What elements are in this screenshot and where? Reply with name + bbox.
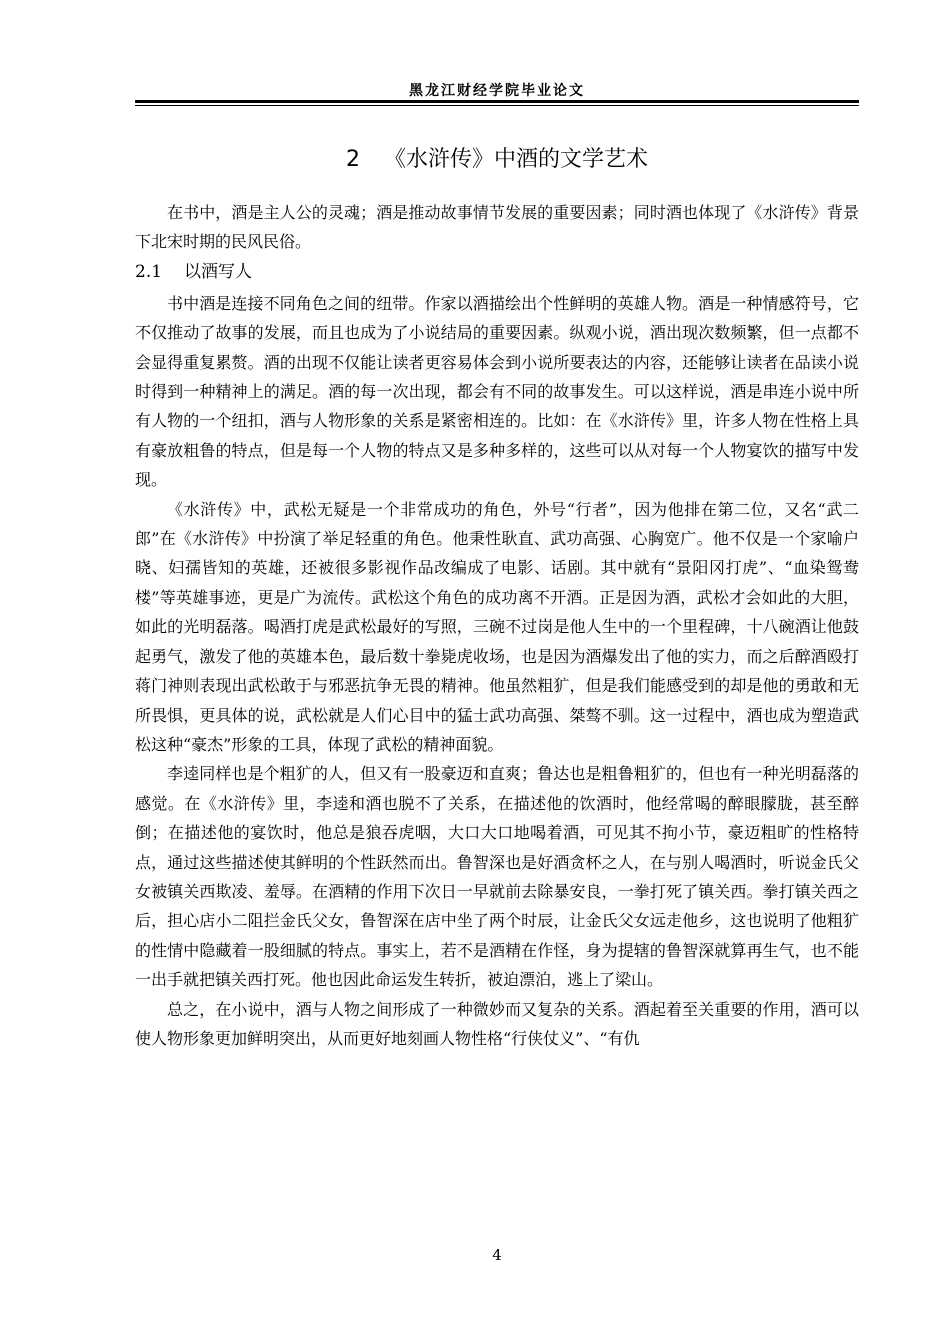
body-paragraph: 李逵同样也是个粗犷的人，但又有一股豪迈和直爽；鲁达也是粗鲁粗犷的，但也有一种光明磊落的感觉。在《水浒传》里，李逵和酒也脱不了关系，在描述他的饮酒时，他经常喝的醉眼朦胧，甚至醉倒；在描述他的宴饮时，他总是狼吞虎咽，大口大口地喝着酒，可见其不拘小节，豪迈粗旷的性格特点，通过这些描述使其鲜明的个性跃然而出。鲁智深也是好酒贪杯之人，在与别人喝酒时，听说金氏父女被镇关西欺凌、羞辱。在酒精的作用下次日一早就前去除暴安良，一拳打死了镇关西。拳打镇关西之后，担心店小二阻拦金氏父女，鲁智深在店中坐了两个时辰，让金氏父女远走他乡，这也说明了他粗犷的性情中隐藏着一股细腻的特点。事实上，若不是酒精在作怪，身为提辖的鲁智深就算再生气，也不能一出手就把镇关西打死。他也因此命运发生转折，被迫漂泊，逃上了梁山。 [135, 764, 859, 990]
section-title: 以酒写人 [184, 261, 253, 282]
section-heading [135, 258, 859, 287]
page-body [135, 198, 859, 1053]
header-rule-thin [135, 105, 859, 106]
chapter-number: 2 [345, 147, 360, 172]
body-paragraph: 书中酒是连接不同角色之间的纽带。作家以酒描绘出个性鲜明的英雄人物。酒是一种情感符号，它不仅推动了故事的发展，而且也成为了小说结局的重要因素。纵观小说，酒出现次数频繁，但一点都不会显得重复累赘。酒的出现不仅能让读者更容易体会到小说所要表达的内容，还能够让读者在品读小说时得到一种精神上的满足。酒的每一次出现，都会有不同的故事发生。可以这样说，酒是串连小说中所有人物的一个纽扣，酒与人物形象的关系是紧密相连的。比如：在《水浒传》里，许多人物在性格上具有豪放粗鲁的特点，但是每一个人物的特点又是多种多样的，这些可以从对每一个人物宴饮的描写中发现。 [135, 293, 859, 490]
intro-paragraph: 在书中，酒是主人公的灵魂；酒是推动故事情节发展的重要因素；同时酒也体现了《水浒传》背景下北宋时期的民风民俗。 [135, 203, 859, 252]
body-paragraph: 《水浒传》中，武松无疑是一个非常成功的角色，外号“行者”，因为他排在第二位，又名“武二郎”在《水浒传》中扮演了举足轻重的角色。他秉性耿直、武功高强、心胸宽广。他不仅是一个家喻户晓、妇孺皆知的英雄，还被很多影视作品改编成了电影、话剧。其中就有“景阳冈打虎”、“血染鸳鸯楼”等英雄事迹，更是广为流传。武松这个角色的成功离不开酒。正是因为酒，武松才会如此的大胆，如此的光明磊落。喝酒打虎是武松最好的写照，三碗不过岗是他人生中的一个里程碑，十八碗酒让他鼓起勇气，激发了他的英雄本色，最后数十拳毙虎收场，也是因为酒爆发出了他的实力，而之后醉酒殴打蒋门神则表现出武松敢于与邪恶抗争无畏的精神。他虽然粗犷，但是我们能感受到的却是他的勇敢和无所畏惧，更具体的说，武松就是人们心目中的猛士武功高强、桀骜不驯。这一过程中，酒也成为塑造武松这种“豪杰”形象的工具，体现了武松的精神面貌。 [135, 499, 859, 754]
body-paragraph: 总之，在小说中，酒与人物之间形成了一种微妙而又复杂的关系。酒起着至关重要的作用，酒可以使人物形象更加鲜明突出，从而更好地刻画人物性格“行侠仗义”、“有仇 [135, 999, 859, 1048]
section-number: 2.1 [135, 261, 163, 282]
page-number: 4 [492, 1246, 502, 1264]
chapter-title: 《水浒传》中酒的文学艺术 [383, 147, 648, 172]
chapter-heading [135, 142, 859, 173]
running-header: 黑龙江财经学院毕业论文 [409, 83, 585, 99]
header-rule-thick [135, 100, 859, 103]
